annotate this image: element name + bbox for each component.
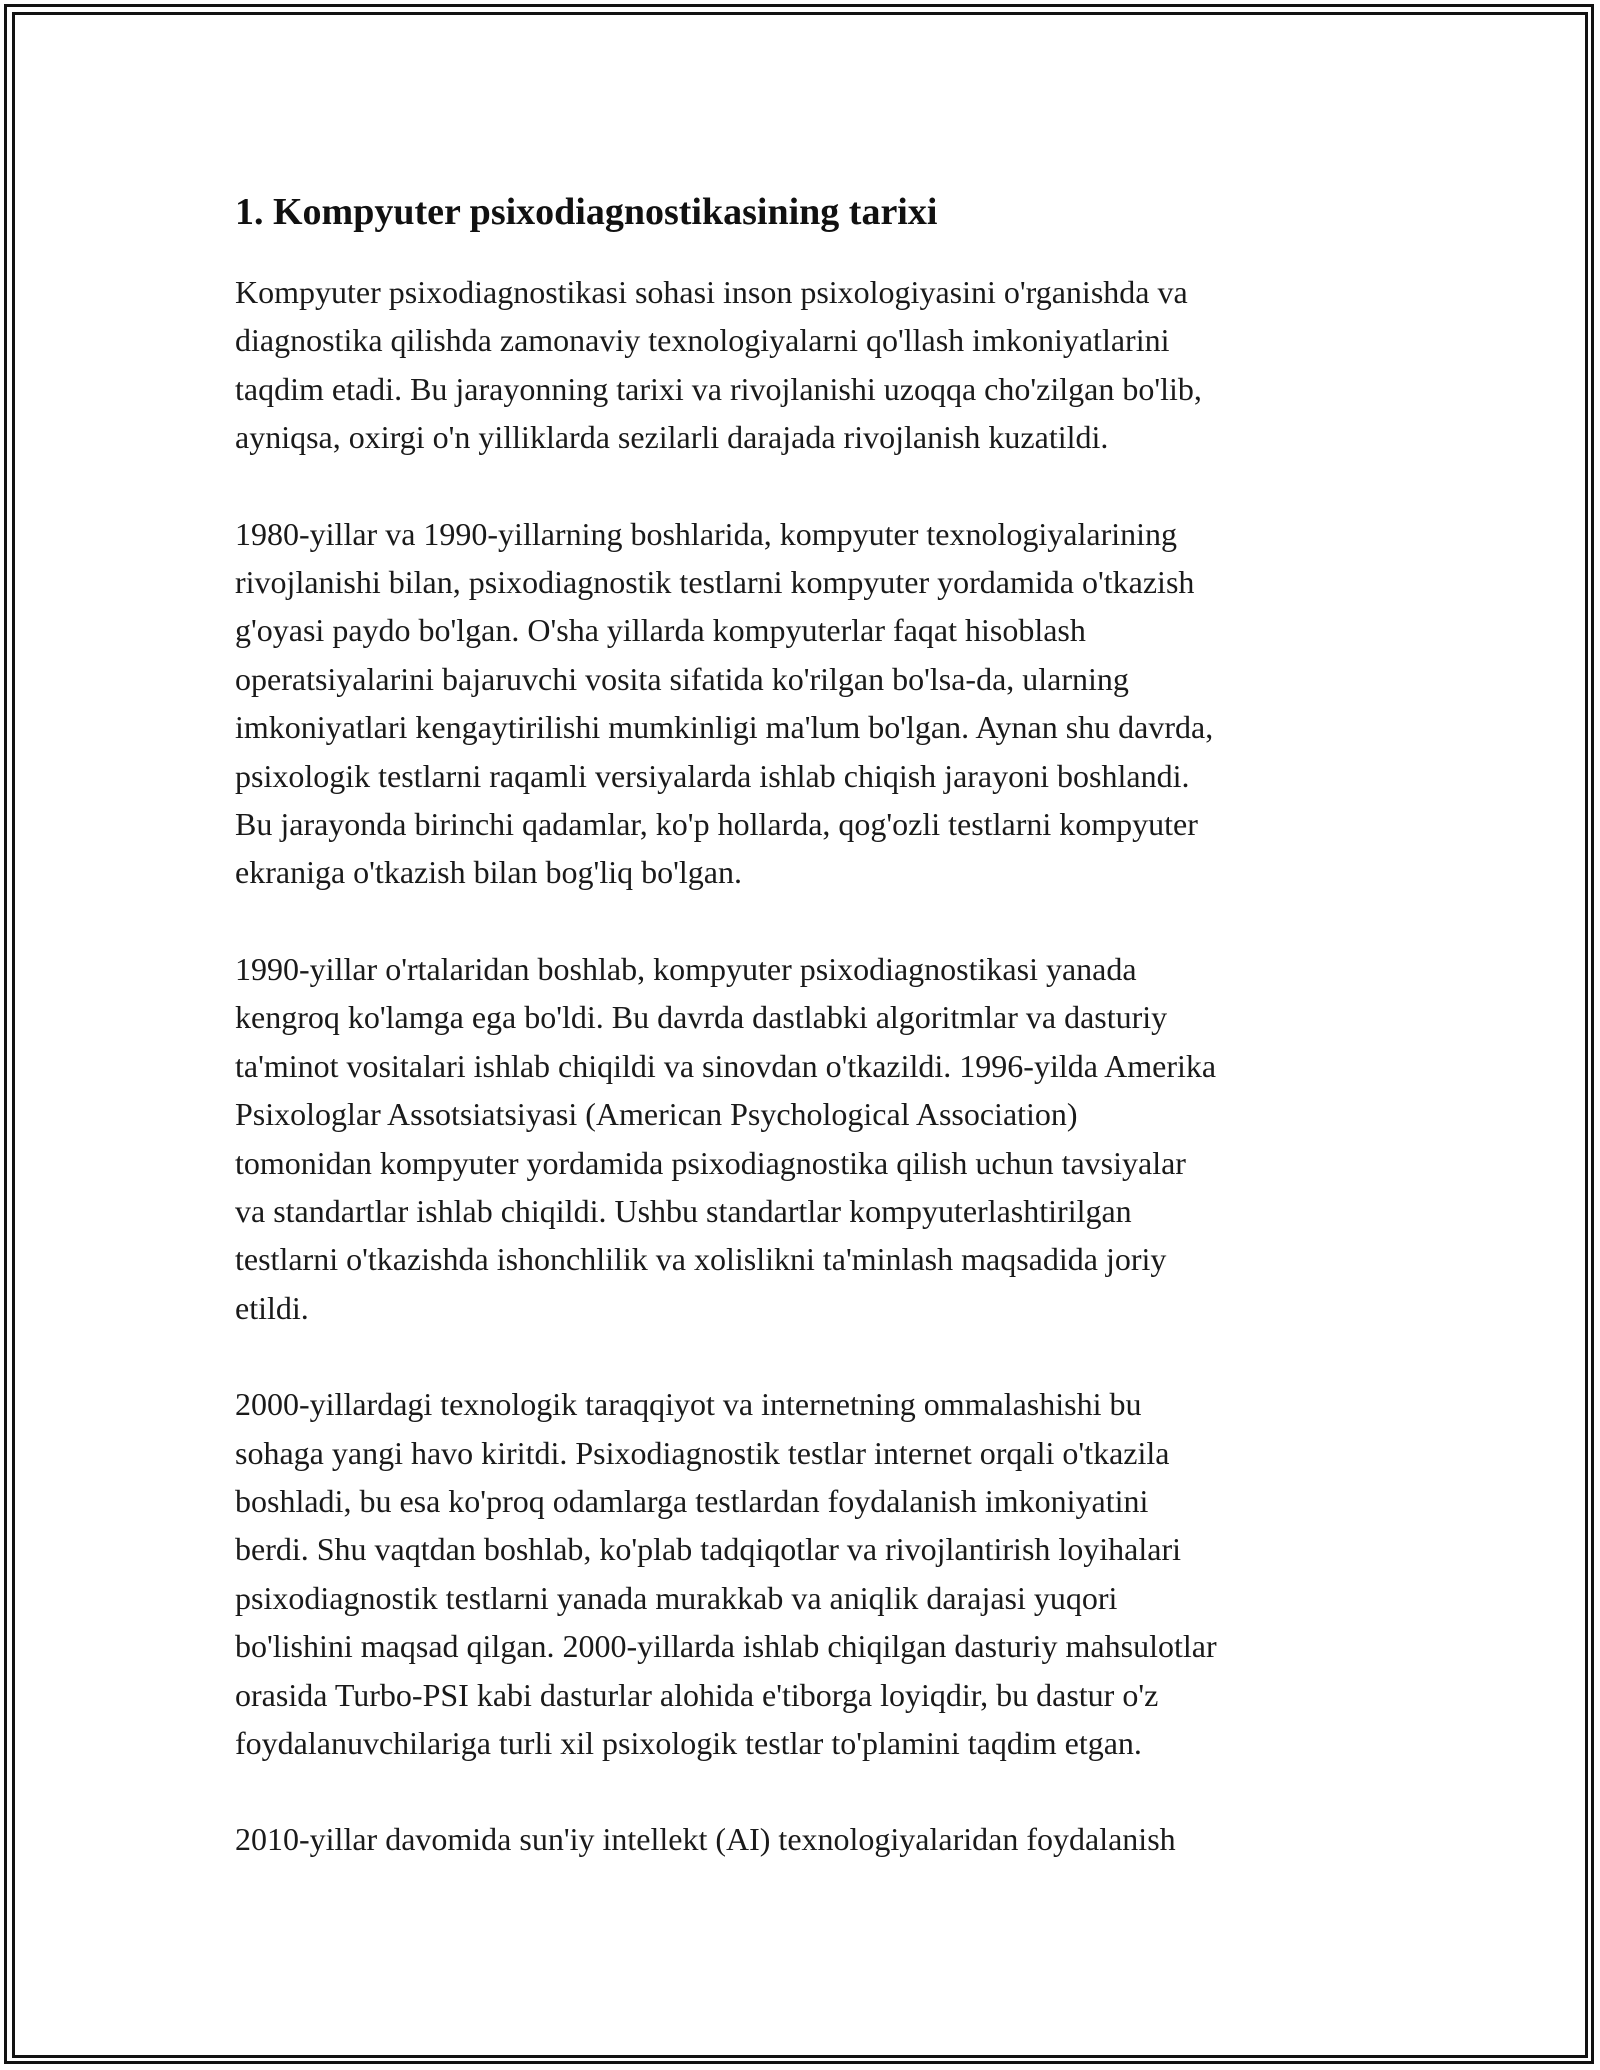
paragraph-1990s: [235, 945, 1385, 1332]
text-line: sohaga yangi havo kiritdi. Psixodiagnostik testlar internet orqali o'tkazila: [235, 1434, 1170, 1471]
text-line: boshladi, bu esa ko'proq odamlarga testlardan foydalanish imkoniyatini: [235, 1482, 1149, 1519]
text-line: taqdim etadi. Bu jarayonning tarixi va rivojlanishi uzoqqa cho'zilgan bo'lib,: [235, 370, 1202, 407]
text-line: ayniqsa, oxirgi o'n yilliklarda sezilarli darajada rivojlanish kuzatildi.: [235, 419, 1109, 456]
paragraph-intro: [235, 268, 1385, 462]
text-line: rivojlanishi bilan, psixodiagnostik testlarni kompyuter yordamida o'tkazish: [235, 564, 1195, 601]
text-line: 1990-yillar o'rtalaridan boshlab, kompyuter psixodiagnostikasi yanada: [235, 950, 1137, 987]
text-line: Kompyuter psixodiagnostikasi sohasi inson psixologiyasini o'rganishda va: [235, 274, 1188, 310]
text-line: operatsiyalarini bajaruvchi vosita sifatida ko'rilgan bo'lsa-da, ularning: [235, 660, 1129, 697]
text-line: imkoniyatlari kengaytirilishi mumkinligi ma'lum bo'lgan. Aynan shu davrda,: [235, 709, 1214, 746]
text-line: diagnostika qilishda zamonaviy texnologiyalarni qo'llash imkoniyatlarini: [235, 322, 1170, 359]
paragraph-2010s: [235, 1815, 1385, 1863]
text-line: etildi.: [235, 1289, 309, 1326]
text-line: 1980-yillar va 1990-yillarning boshlarida, kompyuter texnologiyalarining: [235, 515, 1178, 552]
text-line: bo'lishini maqsad qilgan. 2000-yillarda ishlab chiqilgan dasturiy mahsulotlar: [235, 1628, 1217, 1665]
text-line: ekraniga o'tkazish bilan bog'liq bo'lgan.: [235, 854, 742, 891]
paragraph-2000s: [235, 1380, 1385, 1767]
text-line: Bu jarayonda birinchi qadamlar, ko'p hollarda, qog'ozli testlarni kompyuter: [235, 806, 1198, 843]
text-line: orasida Turbo-PSI kabi dasturlar alohida e'tiborga loyiqdir, bu dastur o'z: [235, 1676, 1159, 1713]
text-line: tomonidan kompyuter yordamida psixodiagnostika qilish uchun tavsiyalar: [235, 1144, 1186, 1181]
text-line: foydalanuvchilariga turli xil psixologik testlar to'plamini taqdim etgan.: [235, 1724, 1142, 1761]
paragraph-1980s: [235, 510, 1385, 897]
text-line: 2000-yillardagi texnologik taraqqiyot va internetning ommalashishi bu: [235, 1386, 1142, 1423]
text-line: testlarni o'tkazishda ishonchlilik va xolislikni ta'minlash maqsadida joriy: [235, 1241, 1167, 1278]
text-line: ta'minot vositalari ishlab chiqildi va sinovdan o'tkazildi. 1996-yilda Amerika: [235, 1047, 1217, 1084]
text-line: va standartlar ishlab chiqildi. Ushbu standartlar kompyuterlashtirilgan: [235, 1192, 1132, 1229]
text-line: Psixologlar Assotsiatsiyasi (American Psychological Association): [235, 1096, 1078, 1133]
section-heading: 1. Kompyuter psixodiagnostikasining tarixi: [235, 191, 938, 233]
text-line: g'oyasi paydo bo'lgan. O'sha yillarda kompyuterlar faqat hisoblash: [235, 612, 1086, 649]
text-line: berdi. Shu vaqtdan boshlab, ko'plab tadqiqotlar va rivojlantirish loyihalari: [235, 1531, 1182, 1568]
text-line: 2010-yillar davomida sun'iy intellekt (AI) texnologiyalaridan foydalanish: [235, 1821, 1176, 1858]
text-line: kengroq ko'lamga ega bo'ldi. Bu davrda dastlabki algoritmlar va dasturiy: [235, 999, 1168, 1036]
text-line: psixologik testlarni raqamli versiyalarda ishlab chiqish jarayoni boshlandi.: [235, 757, 1190, 794]
text-line: psixodiagnostik testlarni yanada murakkab va aniqlik darajasi yuqori: [235, 1579, 1118, 1616]
document-body: [235, 188, 1385, 1912]
